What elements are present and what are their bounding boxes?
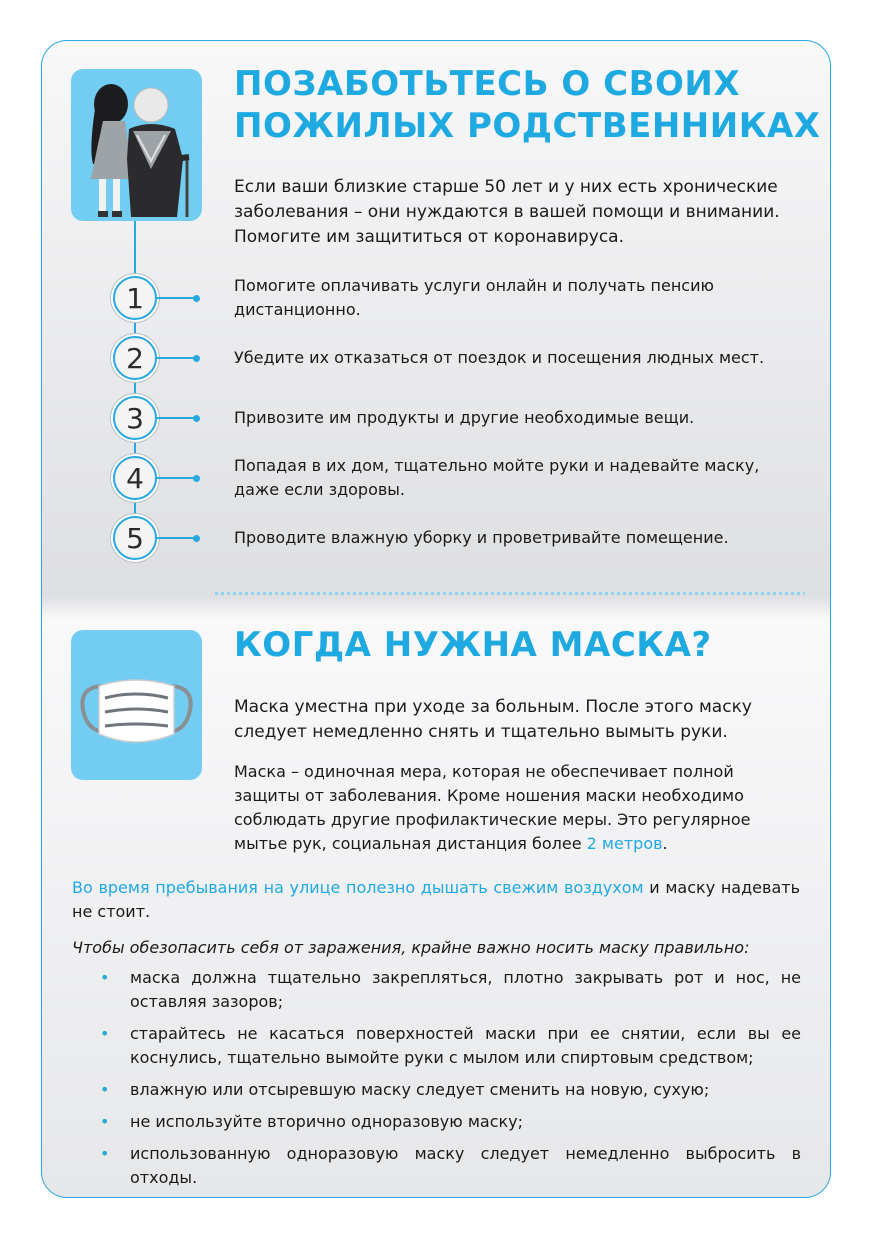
connector xyxy=(157,417,196,419)
list-item: • не используйте вторично одноразовую маску; xyxy=(100,1112,524,1131)
outdoor-note: Во время пребывания на улице полезно дышать свежим воздухом и маску надевать не стоит. xyxy=(72,878,801,921)
face-mask-icon xyxy=(71,630,202,780)
connector-dot xyxy=(193,295,200,302)
timeline-line xyxy=(134,317,136,337)
connector-dot xyxy=(193,535,200,542)
rules-intro: Чтобы обезопасить себя от заражения, крайне важно носить маску правильно: xyxy=(72,938,750,957)
outdoor-highlight: Во время пребывания на улице полезно дышать свежим воздухом xyxy=(72,878,644,897)
step-number: 4 xyxy=(113,456,157,500)
connector-dot xyxy=(193,355,200,362)
step-number: 1 xyxy=(113,276,157,320)
step-text: Помогите оплачивать услуги онлайн и получать пенсию дистанционно. xyxy=(234,276,714,319)
section2-title: КОГДА НУЖНА МАСКА? xyxy=(234,625,712,665)
step-text: Проводите влажную уборку и проветривайте помещение. xyxy=(234,528,729,547)
step-text: Попадая в их дом, тщательно мойте руки и надевайте маску, даже если здоровы. xyxy=(234,456,760,499)
distance-highlight: 2 метров xyxy=(586,834,663,853)
timeline-line xyxy=(134,437,136,457)
list-item: • использованную одноразовую маску следует немедленно выбросить в отходы. xyxy=(100,1144,801,1187)
connector-dot xyxy=(193,475,200,482)
list-item: • влажную или отсыревшую маску следует сменить на новую, сухую; xyxy=(100,1080,710,1099)
connector xyxy=(157,537,196,539)
list-item: • старайтесь не касаться поверхностей маски при ее снятии, если вы ее коснулись, тщательно вымойте руки с мылом или спиртовым средством; xyxy=(100,1024,801,1067)
connector xyxy=(157,297,196,299)
timeline-line xyxy=(134,377,136,397)
step-text: Убедите их отказаться от поездок и посещения людных мест. xyxy=(234,348,765,367)
step-number: 5 xyxy=(113,516,157,560)
section1-intro: Если ваши близкие старше 50 лет и у них есть хронические заболевания – они нуждаются в вашей помощи и внимании. Помогите им защититься от коронавируса. xyxy=(234,177,780,247)
list-item: • маска должна тщательно закрепляться, плотно закрывать рот и нос, не оставляя зазоров; xyxy=(100,968,801,1011)
mask-para2: Маска – одиночная мера, которая не обеспечивает полной защиты от заболевания. Кроме ношения маски необходимо соблюдать другие профилактические меры. Это регулярное мытье рук, социальная дистанция более 2 метров. xyxy=(234,762,751,853)
step-number: 3 xyxy=(113,396,157,440)
connector xyxy=(157,477,196,479)
section1-title: ПОЗАБОТЬТЕСЬ О СВОИХ ПОЖИЛЫХ РОДСТВЕННИКАХ xyxy=(234,64,821,146)
timeline-line xyxy=(134,497,136,517)
rules-list xyxy=(96,966,801,1198)
step-text: Привозите им продукты и другие необходимые вещи. xyxy=(234,408,695,427)
connector xyxy=(157,357,196,359)
mask-para1: Маска уместна при уходе за больным. После этого маску следует немедленно снять и тщательно вымыть руки. xyxy=(234,697,752,742)
step-number: 2 xyxy=(113,336,157,380)
timeline-line xyxy=(134,221,136,275)
dotted-divider xyxy=(215,592,805,595)
elderly-people-icon xyxy=(71,69,202,221)
connector-dot xyxy=(193,415,200,422)
